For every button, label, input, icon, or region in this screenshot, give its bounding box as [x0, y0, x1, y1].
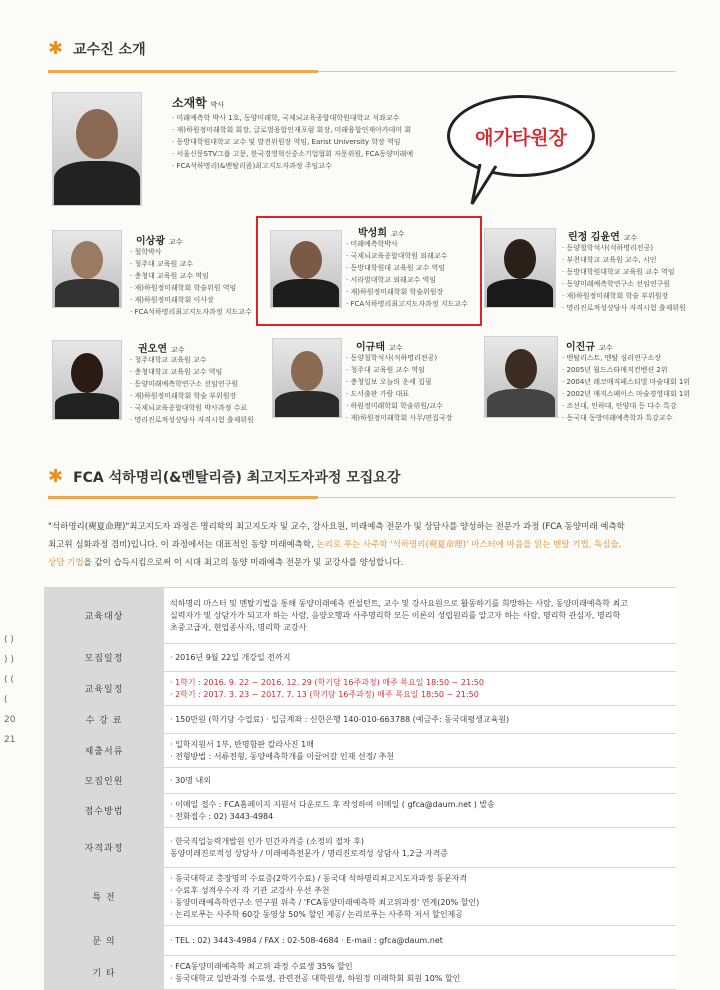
asterisk-icon: ✱ [48, 466, 64, 487]
table-row [44, 706, 676, 734]
faculty-photo-lee-sk [52, 230, 122, 308]
row-label: 기 타 [44, 956, 164, 990]
intro-highlight: 논리로 푸는 사주학 '석하명리(奭夏命理)' 마스터에 마음을 읽는 멘탈 기법, 독심술, [316, 540, 622, 550]
faculty-photo-kim [484, 228, 556, 308]
table-row [44, 768, 676, 794]
faculty-photo-lee-gt [272, 338, 342, 418]
faculty-bio-lee-jk: · 멘탈리스트, 멘탈 심리연구소장 · 2005년 월드스타매직컨벤션 2위 · 2004년 레코매직페스티벌 마술대회 1위 · 2002년 매직스페이스 마술경영대회 1위 · 조선대, 인하대, 안양대 등 다수 특강 · 동국대 동방미래예측학과 특강교수 [562, 352, 690, 424]
row-value: · TEL : 02) 3443-4984 / FAX : 02-508-4684 · E-mail : gfca@daum.net [164, 926, 676, 956]
row-value: · 한국직업능력개발원 인가 민간자격증 (소정의 절차 후) 동양미래진로적성 상담사 / 미래예측전문가 / 명리진로적성 상담사 1,2급 자격증 [164, 828, 676, 868]
faculty-name-lee-gt: 이규태 교수 [356, 342, 403, 353]
table-row [44, 794, 676, 828]
table-row [44, 926, 676, 956]
row-label: 제출서류 [44, 734, 164, 768]
faculty-photo-so [52, 92, 142, 206]
section-rule-accent [48, 70, 318, 73]
row-value: · 이메일 접수 : FCA홈페이지 지원서 다운로드 후 작성하여 이메일 ( gfca@daum.net ) 발송 · 전화접수 : 02) 3443-4984 [164, 794, 676, 828]
row-label: 문 의 [44, 926, 164, 956]
speech-bubble-text: 애가타원장 [475, 126, 567, 149]
section-rule [318, 71, 676, 72]
faculty-bio-lee-sk: · 철학박사 · 청주대 교육원 교수 · 충청대 교육원 교수 역임 · 재)하원정미래학회 학술위원 역임 · 재)하원정미래학회 이사장 · FCA석하명리최고지도자과정 지도교수 [130, 246, 254, 318]
asterisk-icon: ✱ [48, 38, 64, 59]
faculty-name-park: 박성희 교수 [358, 228, 405, 239]
faculty-bio-kim: · 동양철학석사(석하명리전공) · 부천대학교 교육원 교수, 시인 · 동방대학원대학교 교육원 교수 역임 · 동양미래예측학연구소 선임연구원 · 재)하원정미래학회 학술 부위원장 · 명리진로적성상담사 자격시험 출제위원 [562, 242, 688, 314]
intro-text: 을 같이 습득시킴으로써 이 시대 최고의 동양 미래예측 전문가 및 교강사를 양성합니다. [83, 558, 404, 568]
faculty-bio-kwon: · 청주대학교 교육원 교수 · 충청대학교 교육원 교수 역임 · 동양미래예측학연구소 선임연구원 · 재)하원정미래학회 학술 부위원장 · 국제뇌교육종합대학원 박사과정 수료 · 명리진로적성상담사 자격시험 출제위원 [130, 354, 256, 426]
table-row [44, 734, 676, 768]
faculty-bio-lee-gt: · 동양철학석사(석하명리전공) · 청주대 교육원 교수 역임 · 충청일보 오늘의 운세 집필 · 도서출판 가람 대표 · 하원정미래학회 학술위원/교수 · 재)하원정미래학회 사무/편집국장 [346, 352, 472, 424]
program-section-header [48, 466, 400, 487]
row-label: 모집인원 [44, 768, 164, 794]
row-value: 석하명리 마스터 및 멘탈기법을 통해 동양미래예측 컨설턴트, 교수 및 강사요원으로 활동하기를 희망하는 사람, 동양미래예측학 최고 실력자가 및 상담가가 되고자 하는 사람, 음양오행과 사주명리학 모든 이론의 성립원리를 알고자 하는 사람, 명리학 관심자, 명리학 초중고급자, 현업종사자, 명리학 교강사 [164, 588, 676, 644]
table-row [44, 868, 676, 926]
table-row [44, 588, 676, 644]
row-value: · 동국대학교 총장명의 수료증(2학기수료) / 동국대 석하명리최고지도자과정 동문자격 · 수료후 성적우수자 각 기관 교강사 우선 추천 · 동양미래예측학연구소 연구원 위촉 / 'FCA동양미래예측학 최고위과정' 연계(20% 할인) · 논리로푸는 사주학 60강 동영상 50% 할인 제공/ 논리로푸는 사주학 저서 할인제공 [164, 868, 676, 926]
intro-paragraph [48, 518, 678, 572]
table-row [44, 672, 676, 706]
row-value: · FCA동양미래예측학 최고위 과정 수료생 35% 할인 · 동국대학교 일반과정 수료생, 관련전공 대학원생, 하원정 미래학회 회원 10% 할인 [164, 956, 676, 990]
intro-highlight: 상담 기법 [48, 558, 84, 568]
faculty-photo-kwon [52, 340, 122, 420]
row-value: · 입학지원서 1부, 반명함판 칼라사진 1매 · 전형방법 : 서류전형, 동양예측학개를 이끌어갈 인재 선정/ 추천 [164, 734, 676, 768]
intro-text: 최고위 심화과정 겸비)입니다. 이 과정에서는 대표적인 동양 미래예측학, [48, 540, 317, 550]
faculty-name-lee-sk: 이상광 교수 [136, 236, 183, 247]
row-label: 자격과정 [44, 828, 164, 868]
binding-marks: ( ) ) ) ( ( ( 20 21 [4, 635, 16, 745]
table-row [44, 828, 676, 868]
section-rule [318, 497, 676, 498]
faculty-name-kwon: 권오연 교수 [138, 344, 185, 355]
section-rule-accent [48, 496, 318, 499]
faculty-photo-park [270, 230, 342, 308]
row-value: · 1학기 : 2016. 9. 22 ~ 2016. 12. 29 (학기당 16주과정) 매주 목요일 18:50 ~ 21:50 · 2학기 : 2017. 3. 23 ~ 2017. 7. 13 (학기당 16주과정) 매주 목요일 18:50 ~ 21:50 [164, 672, 676, 706]
row-value: · 2016년 9월 22일 개강일 전까지 [164, 644, 676, 672]
faculty-bio-so: · 미래예측학 박사 1호, 동양미래학, 국제뇌교육종합대학원대학교 석좌교수 · 재)하원정미래학회 회장, 글로벌융합인재포럼 회장, 미래융합인재아카데미 회 · 동방대학원대학교 교수 및 발전위원장 역임, Earist University 학장 역임 · 서울신문STV그룹 고문, 한국경영혁신중소기업협회 자문위원, FCA동양미래예 · FCA석하명리(&멘탈리즘)최고지도자과정 주임교수 [172, 112, 502, 172]
row-label: 특 전 [44, 868, 164, 926]
faculty-section-header [48, 38, 146, 59]
faculty-name-kim: 린정 김윤연 교수 [568, 232, 638, 243]
program-section-title: FCA 석하명리(&멘탈리즘) 최고지도자과정 모집요강 [73, 469, 401, 486]
table-row [44, 644, 676, 672]
row-label: 수 강 료 [44, 706, 164, 734]
row-label: 교육일정 [44, 672, 164, 706]
intro-text: "석하명리(奭夏命理)"최고지도자 과정은 명리학의 최고지도자 및 교수, 강사요원, 미래예측 전문가 및 상담사를 양성하는 전문가 과정 (FCA 동양미래 예측학 [48, 522, 625, 532]
row-value: · 150만원 (학기당 수업료) · 입금계좌 : 신한은행 140-010-663788 (예금주: 동국대평생교육원) [164, 706, 676, 734]
row-value: · 30명 내외 [164, 768, 676, 794]
program-info-table [44, 587, 676, 990]
faculty-name-lee-jk: 이진규 교수 [566, 342, 613, 353]
speech-bubble-tail [470, 162, 510, 206]
row-label: 접수방법 [44, 794, 164, 828]
row-label: 교육대상 [44, 588, 164, 644]
faculty-name-so: 소재학 박사 [172, 96, 225, 110]
faculty-photo-lee-jk [484, 336, 558, 418]
faculty-section-title: 교수진 소개 [73, 41, 146, 58]
faculty-bio-park: · 미래예측학박사 · 국제뇌교육종합대학원 외래교수 · 동방대학원대 교육원 교수 역임 · 서라벌대학교 외래교수 역임 · 재)하원정미래학회 학술위원장 · FCA석하명리최고지도자과정 지도교수 [346, 238, 474, 310]
row-label: 모집일정 [44, 644, 164, 672]
table-row [44, 956, 676, 990]
